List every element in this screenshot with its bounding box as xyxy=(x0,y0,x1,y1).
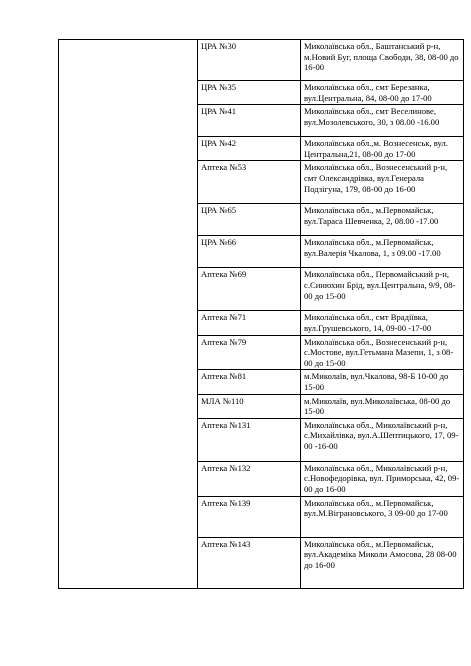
pharmacy-address-cell: Миколаївська обл., Баштанський р-н, м.Новий Буг, площа Свободи, 38, 08-00 до 16-00 xyxy=(301,40,464,81)
pharmacy-address-cell: Миколаївська обл., м.Первомайськ, вул.Валерія Чкалова, 1, з 09.00 -17.00 xyxy=(301,236,464,268)
pharmacy-name-cell: Аптека №53 xyxy=(198,161,301,204)
pharmacy-name-cell: Аптека №139 xyxy=(198,496,301,537)
pharmacy-address-cell: Миколаївська обл., м.Первомайськ, вул.Академіка Миколи Амосова, 28 08-00 до 16-00 xyxy=(301,537,464,588)
pharmacy-table-body xyxy=(59,40,464,589)
pharmacy-name-cell: ЦРА №42 xyxy=(198,137,301,161)
pharmacy-name-cell: ЦРА №30 xyxy=(198,40,301,81)
pharmacy-address-cell: Миколаївська обл., Вознесенський р-н, смт Олександрівка, вул.Генерала Подзігуна, 179, 08-00 до 16-00 xyxy=(301,161,464,204)
pharmacy-name-cell: Аптека №71 xyxy=(198,311,301,335)
pharmacy-name-cell: ЦРА №66 xyxy=(198,236,301,268)
merged-left-cell xyxy=(59,40,198,589)
pharmacy-address-cell: Миколаївська обл., м.Первомайськ, вул.Тараса Шевченка, 2, 08.00 -17.00 xyxy=(301,204,464,236)
pharmacy-name-cell: МЛА №110 xyxy=(198,394,301,418)
pharmacy-address-cell: Миколаївська обл., смт Березанка, вул.Центральна, 84, 08-00 до 17-00 xyxy=(301,81,464,105)
pharmacy-address-cell: Миколаївська обл.,м. Вознесенськ, вул. Центральна,21, 08-00 до 17-00 xyxy=(301,137,464,161)
pharmacy-name-cell: ЦРА №41 xyxy=(198,105,301,137)
pharmacy-address-cell: м.Миколаїв, вул.Чкалова, 98-Б 10-00 до 15-00 xyxy=(301,370,464,394)
pharmacy-address-cell: Миколаївська обл., смт Врадіївка, вул.Грушевського, 14, 09-00 -17-00 xyxy=(301,311,464,335)
pharmacy-name-cell: Аптека №132 xyxy=(198,461,301,496)
pharmacy-address-cell: Миколаївська обл., Миколаївський р-н, с.Новофедорівка, вул. Приморська, 42, 09-00 до 16-00 xyxy=(301,461,464,496)
pharmacy-name-cell: ЦРА №65 xyxy=(198,204,301,236)
pharmacy-name-cell: Аптека №81 xyxy=(198,370,301,394)
pharmacy-address-cell: Миколаївська обл., Первомайський р-н, с.Синюхин Брід, вул.Центральна, 9/9, 08-00 до 15-00 xyxy=(301,268,464,311)
table-row xyxy=(59,40,464,81)
pharmacy-address-cell: Миколаївська обл., Вознесенський р-н, с.Мостове, вул.Гетьмана Мазепи, 1, з 08-00 до 15-00 xyxy=(301,335,464,370)
pharmacy-name-cell: Аптека №69 xyxy=(198,268,301,311)
pharmacy-name-cell: Аптека №131 xyxy=(198,418,301,461)
pharmacy-table xyxy=(58,39,464,589)
pharmacy-address-cell: м.Миколаїв, вул.Миколаївська, 08-00 до 15-00 xyxy=(301,394,464,418)
pharmacy-address-cell: Миколаївська обл., смт Веселинове, вул.Мозолевського, 30, з 08.00 -16.00 xyxy=(301,105,464,137)
pharmacy-name-cell: ЦРА №35 xyxy=(198,81,301,105)
pharmacy-name-cell: Аптека №79 xyxy=(198,335,301,370)
pharmacy-address-cell: Миколаївська обл., Миколаївський р-н, с.Михайлівка, вул.А.Шептицького, 17, 09-00 -16-00 xyxy=(301,418,464,461)
pharmacy-name-cell: Аптека №143 xyxy=(198,537,301,588)
pharmacy-address-cell: Миколаївська обл., м.Первомайськ, вул.М.Віграновського, 3 09-00 до 17-00 xyxy=(301,496,464,537)
